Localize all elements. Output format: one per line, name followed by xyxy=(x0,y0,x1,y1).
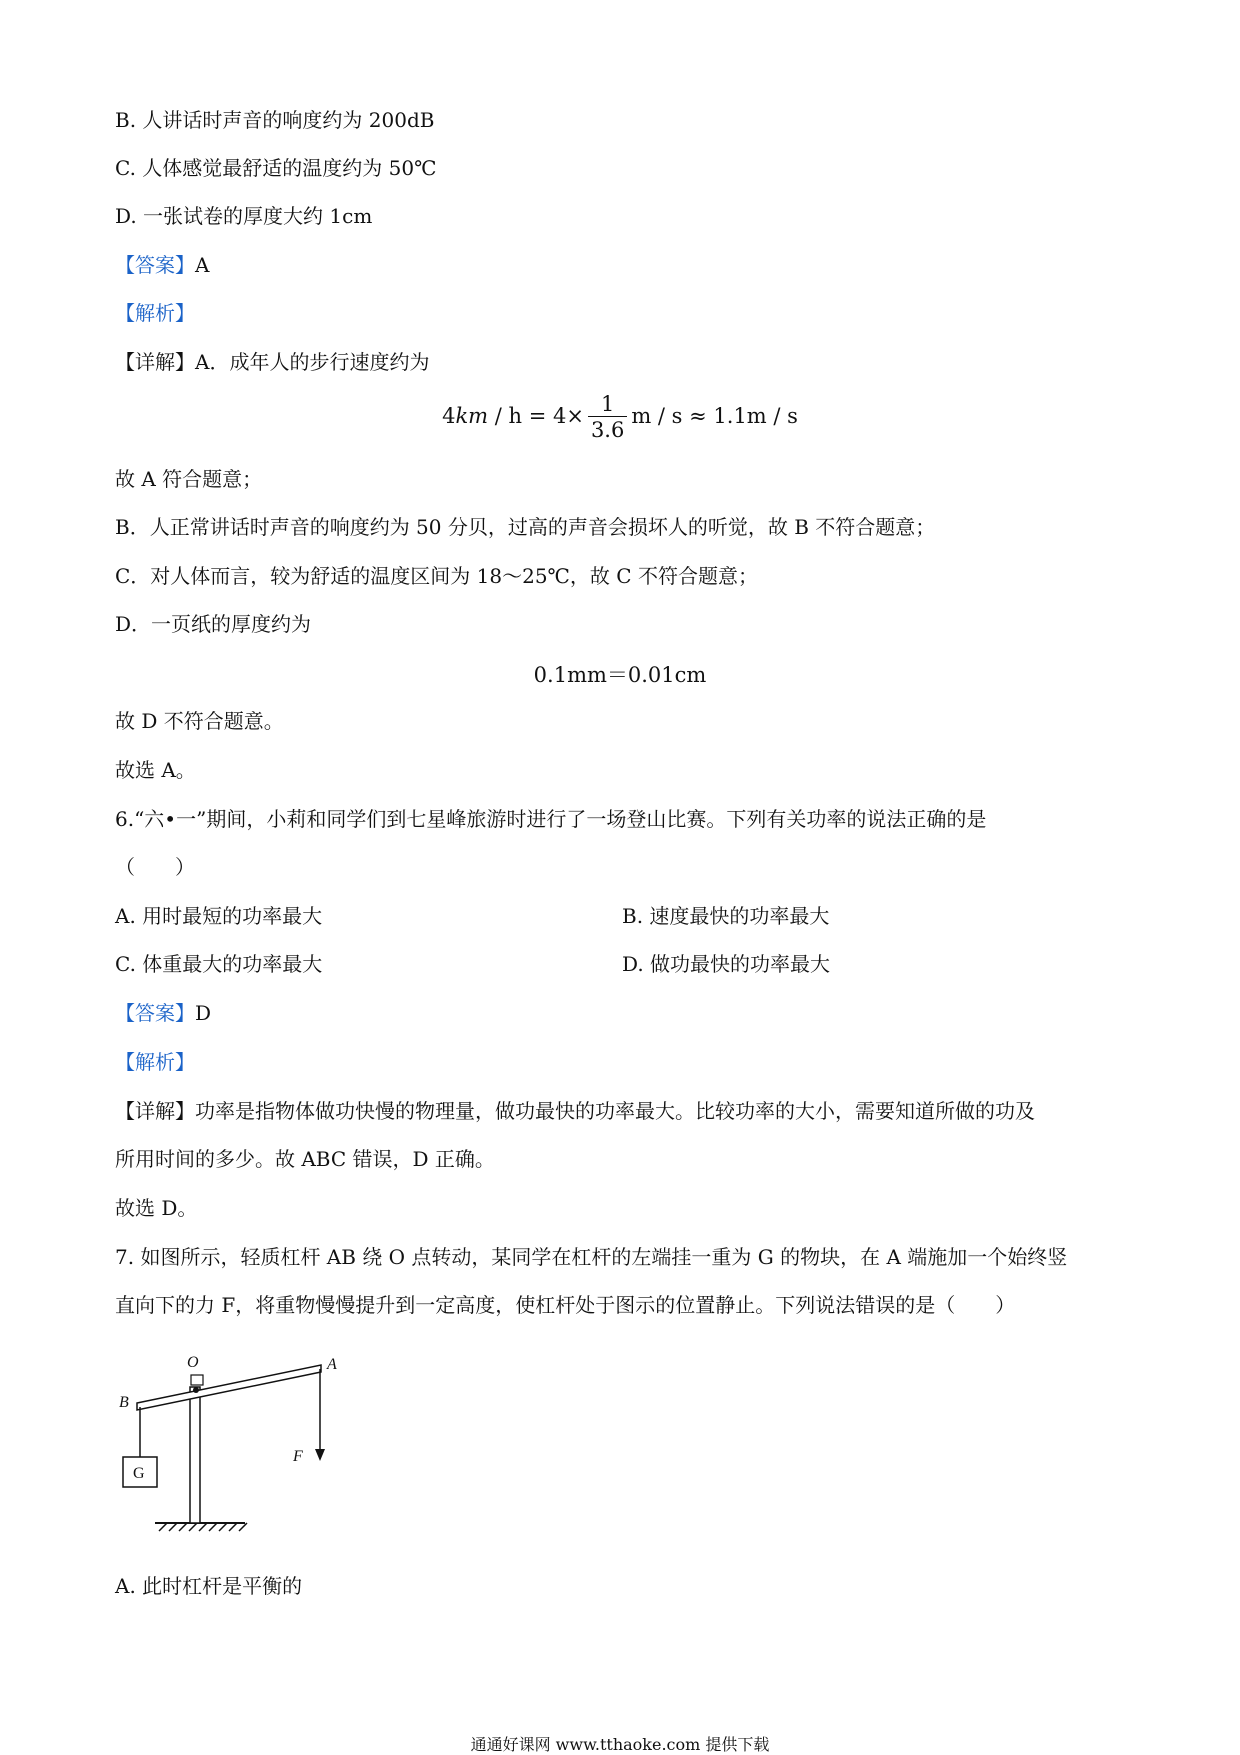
answer-label: 【答案】 xyxy=(115,1001,195,1025)
q6-conclusion: 故选 D。 xyxy=(115,1196,198,1220)
q6-bracket: （ ） xyxy=(115,855,195,879)
q5-analysis-label: 【解析】 xyxy=(115,301,195,325)
eq-left-number: 4 xyxy=(442,404,456,428)
answer-label: 【答案】 xyxy=(115,253,195,277)
q5-option-b: B. 人讲话时声音的响度约为 200dB xyxy=(115,108,435,132)
label-o: O xyxy=(187,1354,199,1371)
eq-denominator: 3.6 xyxy=(590,418,625,442)
eq-left-unit: km xyxy=(455,404,489,428)
pivot-bracket xyxy=(191,1375,203,1385)
q5-detail-a xyxy=(115,348,429,376)
answer-value: A xyxy=(195,253,210,277)
q6-detail-1 xyxy=(115,1097,1035,1125)
q6-option-c: C. 体重最大的功率最大 xyxy=(115,952,323,976)
q5-a-conclusion: 故 A 符合题意； xyxy=(115,467,263,491)
q5-equation-thickness: 0.1mm＝0.01cm xyxy=(533,663,707,687)
q5-option-c: C. 人体感觉最舒适的温度约为 50℃ xyxy=(115,156,437,180)
label-b: B xyxy=(119,1394,129,1411)
q5-conclusion: 故选 A。 xyxy=(115,758,196,782)
q6-detail-2: 所用时间的多少。故 ABC 错误，D 正确。 xyxy=(115,1147,495,1171)
detail-text: A．成年人的步行速度约为 xyxy=(195,350,430,374)
eq-right: m / s ≈ 1.1m / s xyxy=(631,404,798,428)
force-arrow-head xyxy=(315,1449,325,1461)
detail-text: 功率是指物体做功快慢的物理量，做功最快的功率最大。比较功率的大小，需要知道所做的功及 xyxy=(195,1099,1035,1123)
label-f: F xyxy=(293,1448,303,1465)
answer-value: D xyxy=(195,1001,212,1025)
lever-diagram xyxy=(115,1345,355,1545)
q5-equation-speed xyxy=(0,392,1240,443)
label-g: G xyxy=(133,1465,145,1482)
q6-stem: 6.“六•一”期间，小莉和同学们到七星峰旅游时进行了一场登山比赛。下列有关功率的说法正确的是 xyxy=(115,807,987,831)
eq-numerator: 1 xyxy=(588,392,627,417)
q6-answer xyxy=(115,999,211,1027)
q7-stem-2: 直向下的力 F，将重物慢慢提升到一定高度，使杠杆处于图示的位置静止。下列说法错误的是（ ） xyxy=(115,1293,1016,1317)
ground-hatch xyxy=(159,1523,247,1531)
eq-left-rest: / h = 4× xyxy=(488,404,584,428)
q6-option-b: B. 速度最快的功率最大 xyxy=(622,904,830,928)
page-footer: 通通好课网 www.tthaoke.com 提供下载 xyxy=(470,1735,770,1754)
support-post xyxy=(190,1387,200,1523)
detail-label: 【详解】 xyxy=(115,350,195,374)
detail-label: 【详解】 xyxy=(115,1099,195,1123)
lever-bar xyxy=(137,1365,321,1410)
pivot-point xyxy=(193,1387,199,1393)
q6-option-d: D. 做功最快的功率最大 xyxy=(622,952,831,976)
q5-d-conclusion: 故 D 不符合题意。 xyxy=(115,709,284,733)
q6-analysis-label: 【解析】 xyxy=(115,1050,195,1074)
q7-option-a: A. 此时杠杆是平衡的 xyxy=(115,1574,303,1598)
eq-fraction xyxy=(588,392,627,443)
q5-answer xyxy=(115,251,209,279)
q5-option-d: D. 一张试卷的厚度大约 1cm xyxy=(115,204,373,228)
q5-line-c: C．对人体而言，较为舒适的温度区间为 18～25℃，故 C 不符合题意； xyxy=(115,564,758,588)
q5-line-d: D．一页纸的厚度约为 xyxy=(115,612,312,636)
label-a: A xyxy=(327,1356,337,1373)
q6-option-a: A. 用时最短的功率最大 xyxy=(115,904,323,928)
q7-stem-1: 7. 如图所示，轻质杠杆 AB 绕 O 点转动，某同学在杠杆的左端挂一重为 G 的物块，在 A 端施加一个始终竖 xyxy=(115,1245,1068,1269)
q5-line-b: B．人正常讲话时声音的响度约为 50 分贝，过高的声音会损坏人的听觉，故 B 不符合题意； xyxy=(115,515,936,539)
